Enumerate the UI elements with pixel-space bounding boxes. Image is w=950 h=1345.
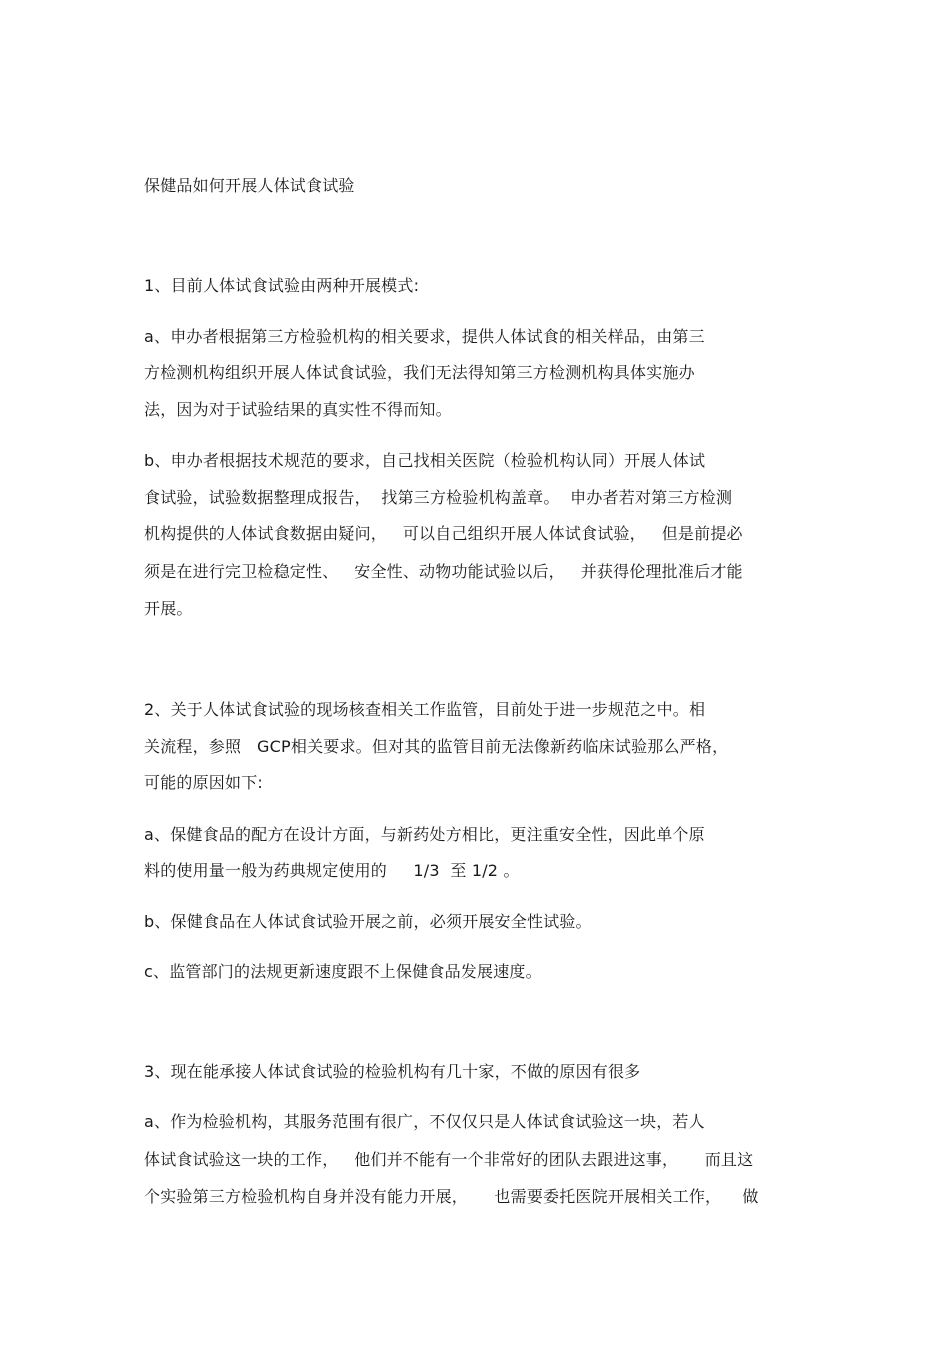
- paragraph-line: 个实验第三方检验机构自身并没有能力开展， 也需要委托医院开展相关工作， 做: [144, 1187, 759, 1206]
- paragraph-line: 开展。: [144, 599, 193, 618]
- paragraph-line: c、监管部门的法规更新速度跟不上保健食品发展速度。: [144, 962, 542, 981]
- section-3-heading: 3、现在能承接人体试食试验的检验机构有几十家，不做的原因有很多: [144, 1062, 641, 1081]
- section-2-heading: 2、关于人体试食试验的现场核查相关工作监管，目前处于进一步规范之中。相: [144, 700, 706, 719]
- section-1-heading: 1、目前人体试食试验由两种开展模式:: [144, 276, 420, 295]
- paragraph-line: b、申办者根据技术规范的要求，自己找相关医院（检验机构认同）开展人体试: [144, 451, 706, 470]
- document-title: 保健品如何开展人体试食试验: [144, 176, 355, 195]
- paragraph-line: 料的使用量一般为药典规定使用的 1/3 至 1/2 。: [144, 861, 520, 880]
- paragraph-line: 关流程，参照 GCP相关要求。但对其的监管目前无法像新药临床试验那么严格，: [144, 737, 729, 756]
- paragraph-line: a、申办者根据第三方检验机构的相关要求，提供人体试食的相关样品，由第三: [144, 327, 705, 346]
- paragraph-line: a、作为检验机构，其服务范围有很广，不仅仅只是人体试食试验这一块，若人: [144, 1112, 705, 1131]
- paragraph-line: a、保健食品的配方在设计方面，与新药处方相比，更注重安全性，因此单个原: [144, 825, 705, 844]
- paragraph-line: b、保健食品在人体试食试验开展之前，必须开展安全性试验。: [144, 912, 592, 931]
- paragraph-line: 法，因为对于试验结果的真实性不得而知。: [144, 400, 452, 419]
- paragraph-line: 机构提供的人体试食数据由疑问， 可以自己组织开展人体试食试验， 但是前提必: [144, 524, 743, 543]
- paragraph-line: 体试食试验这一块的工作， 他们并不能有一个非常好的团队去跟进这事， 而且这: [144, 1150, 754, 1169]
- paragraph-line: 须是在进行完卫检稳定性、 安全性、动物功能试验以后， 并获得伦理批准后才能: [144, 562, 743, 581]
- paragraph-line: 食试验，试验数据整理成报告， 找第三方检验机构盖章。 申办者若对第三方检测: [144, 488, 733, 507]
- paragraph-line: 方检测机构组织开展人体试食试验，我们无法得知第三方检测机构具体实施办: [144, 363, 695, 382]
- paragraph-line: 可能的原因如下:: [144, 773, 263, 792]
